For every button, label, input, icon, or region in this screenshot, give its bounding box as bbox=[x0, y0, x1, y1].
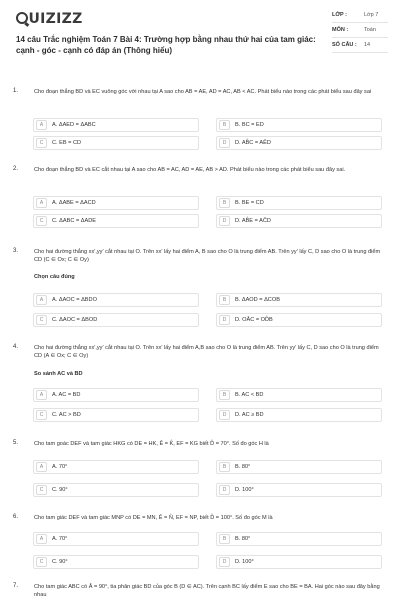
question-text: Cho đoạn thẳng BD và EC cắt nhau tại A sao cho AB = AC, AD = AE, AB > AD. Phát biểu nào trong các phát biểu sau đây sai. bbox=[34, 167, 346, 173]
answer-option-a[interactable] bbox=[33, 532, 199, 546]
answer-option-b[interactable] bbox=[216, 532, 382, 546]
answer-option-a[interactable] bbox=[33, 460, 199, 474]
meta-key: LỚP : bbox=[332, 12, 347, 18]
question-subprompt: Chọn câu đúng bbox=[34, 274, 75, 280]
option-text: C. 90° bbox=[52, 559, 68, 565]
answer-option-c[interactable] bbox=[33, 483, 199, 497]
question-5 bbox=[0, 440, 400, 500]
option-letter-badge: A bbox=[36, 198, 47, 208]
option-letter-badge: C bbox=[36, 216, 47, 226]
answer-option-b[interactable] bbox=[216, 293, 382, 307]
question-text: Cho hai đường thẳng xx′,yy′ cắt nhau tại O. Trên xx′ lấy hai điểm A,B sao cho O là trung điểm AB. Trên yy′ lấy C, D sao cho O là trung điểm CD (A ∈ Ox; C ∈ Oy) bbox=[34, 345, 379, 359]
option-text: D. OÂC = OD̂B bbox=[235, 317, 273, 323]
option-letter-badge: D bbox=[219, 138, 230, 148]
option-text: B. AC < BD bbox=[235, 392, 264, 398]
option-letter-badge: B bbox=[219, 390, 230, 400]
option-text: C. EB = CD bbox=[52, 140, 82, 146]
question-number: 6. bbox=[13, 514, 19, 520]
option-text: A. 70° bbox=[52, 536, 68, 542]
option-text: C. 90° bbox=[52, 487, 68, 493]
question-6 bbox=[0, 514, 400, 574]
brand-logo bbox=[16, 11, 83, 27]
option-text: D. AB̂C = AÊD bbox=[235, 140, 271, 146]
answer-option-a[interactable] bbox=[33, 118, 199, 132]
option-text: D. 100° bbox=[235, 559, 254, 565]
question-text: Cho đoạn thẳng BD và EC vuông góc với nhau tại A sao cho AB = AE, AD = AC, AB < AC. Phát biểu nào trong các phát biểu sau đây sai bbox=[34, 89, 372, 95]
question-subprompt: So sánh AC và BD bbox=[34, 371, 83, 377]
question-number: 2. bbox=[13, 166, 19, 172]
meta-row-subject bbox=[332, 27, 388, 38]
option-text: B. BC = ED bbox=[235, 122, 264, 128]
option-text: C. ΔAOC = ΔBOD bbox=[52, 317, 98, 323]
meta-key: MÔN : bbox=[332, 27, 349, 33]
question-number: 4. bbox=[13, 344, 19, 350]
answer-option-d[interactable] bbox=[216, 136, 382, 150]
answer-option-d[interactable] bbox=[216, 408, 382, 422]
option-letter-badge: D bbox=[219, 557, 230, 567]
option-letter-badge: A bbox=[36, 390, 47, 400]
option-letter-badge: B bbox=[219, 295, 230, 305]
question-2 bbox=[0, 166, 400, 226]
answer-option-d[interactable] bbox=[216, 555, 382, 569]
option-letter-badge: B bbox=[219, 462, 230, 472]
meta-value: Toán bbox=[364, 27, 376, 33]
option-letter-badge: C bbox=[36, 410, 47, 420]
question-1 bbox=[0, 88, 400, 148]
option-text: A. ΔAED = ΔABC bbox=[52, 122, 96, 128]
option-text: C. ΔABC = ΔADE bbox=[52, 218, 96, 224]
answer-option-d[interactable] bbox=[216, 214, 382, 228]
option-text: A. ΔAOC = ΔBDO bbox=[52, 297, 97, 303]
answer-option-a[interactable] bbox=[33, 293, 199, 307]
option-letter-badge: D bbox=[219, 485, 230, 495]
logo-q-icon bbox=[16, 12, 28, 24]
option-letter-badge: C bbox=[36, 557, 47, 567]
answer-option-c[interactable] bbox=[33, 214, 199, 228]
answer-option-c[interactable] bbox=[33, 555, 199, 569]
meta-value: Lớp 7 bbox=[364, 12, 379, 18]
option-text: D. AC ≥ BD bbox=[235, 412, 264, 418]
answer-option-c[interactable] bbox=[33, 408, 199, 422]
meta-key: SỐ CÂU : bbox=[332, 42, 357, 48]
option-letter-badge: B bbox=[219, 120, 230, 130]
question-3 bbox=[0, 248, 400, 323]
option-letter-badge: C bbox=[36, 315, 47, 325]
answer-option-c[interactable] bbox=[33, 136, 199, 150]
answer-option-c[interactable] bbox=[33, 313, 199, 327]
option-text: D. AB̂E = AĈD bbox=[235, 218, 271, 224]
option-letter-badge: A bbox=[36, 120, 47, 130]
question-7 bbox=[0, 583, 400, 600]
option-letter-badge: D bbox=[219, 410, 230, 420]
option-letter-badge: B bbox=[219, 198, 230, 208]
option-text: B. 80° bbox=[235, 536, 251, 542]
option-letter-badge: A bbox=[36, 462, 47, 472]
meta-row-class bbox=[332, 12, 388, 23]
option-text: B. ΔAOD = ΔCOB bbox=[235, 297, 280, 303]
answer-option-a[interactable] bbox=[33, 388, 199, 402]
option-text: C. AC > BD bbox=[52, 412, 81, 418]
question-text: Cho tam giác DEF và tam giác MNP có DE = MN, Ê = N̂, EF = NP, biết D̂ = 100°. Số đo góc M là bbox=[34, 515, 273, 521]
option-text: B. BE = CD bbox=[235, 200, 264, 206]
option-text: A. 70° bbox=[52, 464, 68, 470]
question-number: 7. bbox=[13, 583, 19, 589]
question-number: 3. bbox=[13, 248, 19, 254]
option-text: A. AC = BD bbox=[52, 392, 81, 398]
document-title: 14 câu Trắc nghiệm Toán 7 Bài 4: Trường hợp bằng nhau thứ hai của tam giác: cạnh - góc - cạnh có đáp án (Thông hiểu) bbox=[16, 35, 316, 55]
option-letter-badge: D bbox=[219, 216, 230, 226]
brand-name: UIZIZZ bbox=[28, 11, 83, 27]
answer-option-d[interactable] bbox=[216, 483, 382, 497]
answer-option-d[interactable] bbox=[216, 313, 382, 327]
question-text: Cho tam giác ABC có Â = 90°, tia phân giác BD của góc B (D ∈ AC). Trên cạnh BC lấy điểm E sao cho BE = BA. Hai góc nào sau đây bằng nhau bbox=[34, 584, 380, 598]
answer-option-b[interactable] bbox=[216, 196, 382, 210]
option-letter-badge: A bbox=[36, 534, 47, 544]
option-letter-badge: A bbox=[36, 295, 47, 305]
option-letter-badge: C bbox=[36, 138, 47, 148]
option-text: D. 100° bbox=[235, 487, 254, 493]
answer-option-a[interactable] bbox=[33, 196, 199, 210]
question-number: 1. bbox=[13, 88, 19, 94]
question-text: Cho tam goác DEF và tam giác HKG có DE = HK, Ê = K̂, EF = KG biết D̂ = 70°. Số đo góc H là bbox=[34, 441, 269, 447]
question-text: Cho hai đường thẳng xx′,yy′ cắt nhau tại O. Trên xx′ lấy hai điểm A, B sao cho O là trung điểm AB. Trên yy′ lấy C, D sao cho O là trung điểm CD (C ∈ Ox; C ∈ Oy) bbox=[34, 249, 381, 263]
option-letter-badge: C bbox=[36, 485, 47, 495]
option-letter-badge: B bbox=[219, 534, 230, 544]
question-4 bbox=[0, 344, 400, 418]
answer-option-b[interactable] bbox=[216, 388, 382, 402]
document-header bbox=[0, 0, 400, 82]
answer-option-b[interactable] bbox=[216, 118, 382, 132]
option-letter-badge: D bbox=[219, 315, 230, 325]
meta-panel bbox=[332, 12, 388, 57]
meta-row-count bbox=[332, 42, 388, 53]
question-number: 5. bbox=[13, 440, 19, 446]
option-text: A. ΔABE = ΔACD bbox=[52, 200, 96, 206]
meta-value: 14 bbox=[364, 42, 371, 48]
option-text: B. 80° bbox=[235, 464, 251, 470]
answer-option-b[interactable] bbox=[216, 460, 382, 474]
